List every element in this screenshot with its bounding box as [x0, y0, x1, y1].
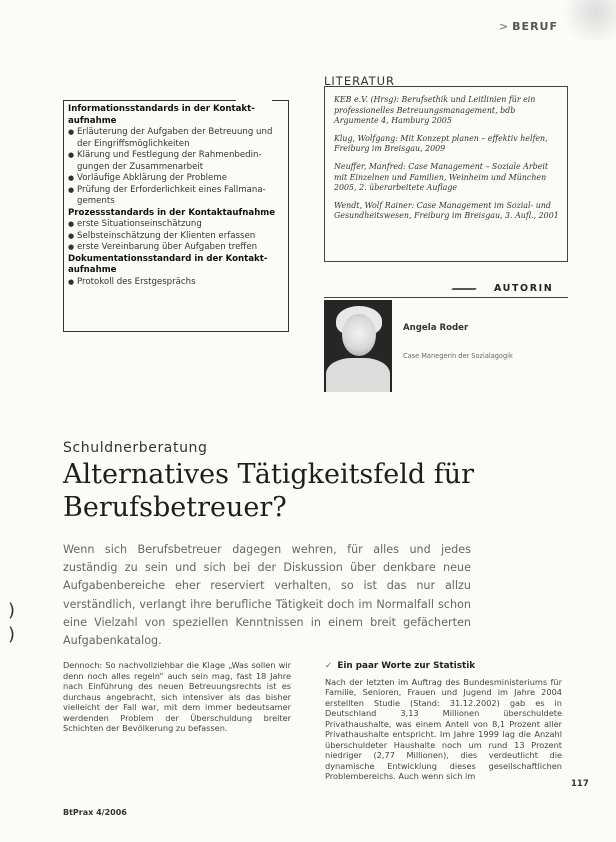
section-label: BERUF: [512, 20, 558, 33]
literature-entry: Klug, Wolfgang: Mit Konzept planen – effektiv helfen, Freiburg im Breisgau, 2009: [334, 133, 548, 154]
body-text: Nach der letzten im Auftrag des Bundesministeriums für Familie, Senioren, Frauen und Jugend im Jahre 2004 erstellten Studie (Stand: 31.12.2002) gab es in Deutschland 3,13 Millionen überschuldete Privathaushalte, was einem Anteil von 8,1 Prozent aller Privathaushalte entspricht. Im Jahre 1999 lag die Anzahl überschuldeter Haushalte noch um rund 13 Prozent niedriger (2,77 Millionen), dies verdeutlicht die dynamische Entwicklung dieses gesellschaftlichen Problembereichs. Auch wenn sich im: [325, 676, 562, 781]
literature-entry: KEB e.V. (Hrsg): Berufsethik und Leitlinien für ein professionelles Betreuungsmanagement, bdb Argumente 4, Hamburg 2005: [334, 95, 536, 126]
info-box: [63, 100, 289, 332]
literature-title: LITERATUR: [324, 74, 396, 88]
author-section-title: AUTORIN: [494, 283, 554, 294]
subheading-text: Ein paar Worte zur Statistik: [337, 661, 476, 671]
author-name: Angela Roder: [403, 323, 469, 333]
info-bullet: ● erste Situationseinschätzung: [68, 219, 284, 231]
body-column-left: Dennoch: So nachvollziehbar die Klage „Was sollen wir denn noch alles regeln“ auch sein mag, fast 18 Jahre nach Einführung des neuen Betreuungsrechts ist es durchaus angebracht, sich intensiver als das bisher vielleicht der Fall war, mit dem immer bedeutsamer werdenden Problem der Überschuldung breiter Schichten der Bevölkerung zu befassen.: [63, 660, 291, 733]
subheading: [325, 661, 562, 672]
author-role: Case Manegerin der Sozialagogik: [403, 352, 513, 360]
article-kicker: Schuldnerberatung: [63, 440, 208, 456]
literature-box: [324, 86, 568, 262]
info-bullet: ● Prüfung der Erforderlichkeit eines Fallmana-gements: [68, 185, 284, 208]
checkmark-icon: ✓: [325, 661, 333, 671]
info-bullet: ● Klärung und Festlegung der Rahmenbedin-gungen der Zusammenarbeit: [68, 150, 284, 173]
body-column-right: [325, 661, 562, 782]
info-heading: Informationsstandards in der Kontakt-aufnahme: [68, 104, 255, 126]
article-headline: Alternatives Tätigkeitsfeld für Berufsbetreuer?: [63, 459, 475, 523]
info-bullet: ● Protokoll des Erstgesprächs: [68, 277, 284, 289]
margin-mark: ): [8, 624, 16, 645]
info-heading: Prozessstandards in der Kontaktaufnahme: [68, 207, 276, 218]
page-number: 117: [571, 779, 589, 789]
section-header: [499, 20, 558, 33]
author-photo: [324, 300, 392, 392]
info-bullet: ● erste Vereinbarung über Aufgaben treffen: [68, 242, 284, 254]
journal-footer: BtPrax 4/2006: [63, 808, 127, 817]
author-divider: [324, 297, 568, 298]
margin-mark: ): [8, 600, 16, 621]
info-bullet: ● Vorläufige Abklärung der Probleme: [68, 173, 284, 185]
author-accent-mark: [451, 288, 477, 290]
arrow-icon: >: [498, 20, 510, 33]
scan-corner-artifact: [556, 0, 616, 40]
literature-entry: Neuffer, Manfred: Case Management – Soziale Arbeit mit Einzelnen und Familien, Weinheim und München 2005, 2. überarbeitete Auflage: [334, 161, 549, 193]
literature-entry: Wendt, Wolf Rainer: Case Management im Sozial- und Gesundheitswesen, Freiburg im Breisgau, 3. Aufl., 2001: [334, 200, 559, 221]
info-heading: Dokumentationsstandard in der Kontakt-aufnahme: [68, 253, 268, 275]
info-bullet: ● Erläuterung der Aufgaben der Betreuung und der Eingriffsmöglichkeiten: [68, 127, 284, 150]
info-bullet: ● Selbsteinschätzung der Klienten erfassen: [68, 231, 284, 243]
article-lead: Wenn sich Berufsbetreuer dagegen wehren, für alles und jedes zuständig zu sein und sich bei der Diskussion über denkbare neue Aufgabenbereiche eher reserviert verhalten, so ist das nur allzu verständlich, verlangt ihre berufliche Tätigkeit doch im Normalfall schon eine Vielzahl von speziellen Kenntnissen in einem breit gefächerten Aufgabenkatalog.: [63, 543, 471, 648]
